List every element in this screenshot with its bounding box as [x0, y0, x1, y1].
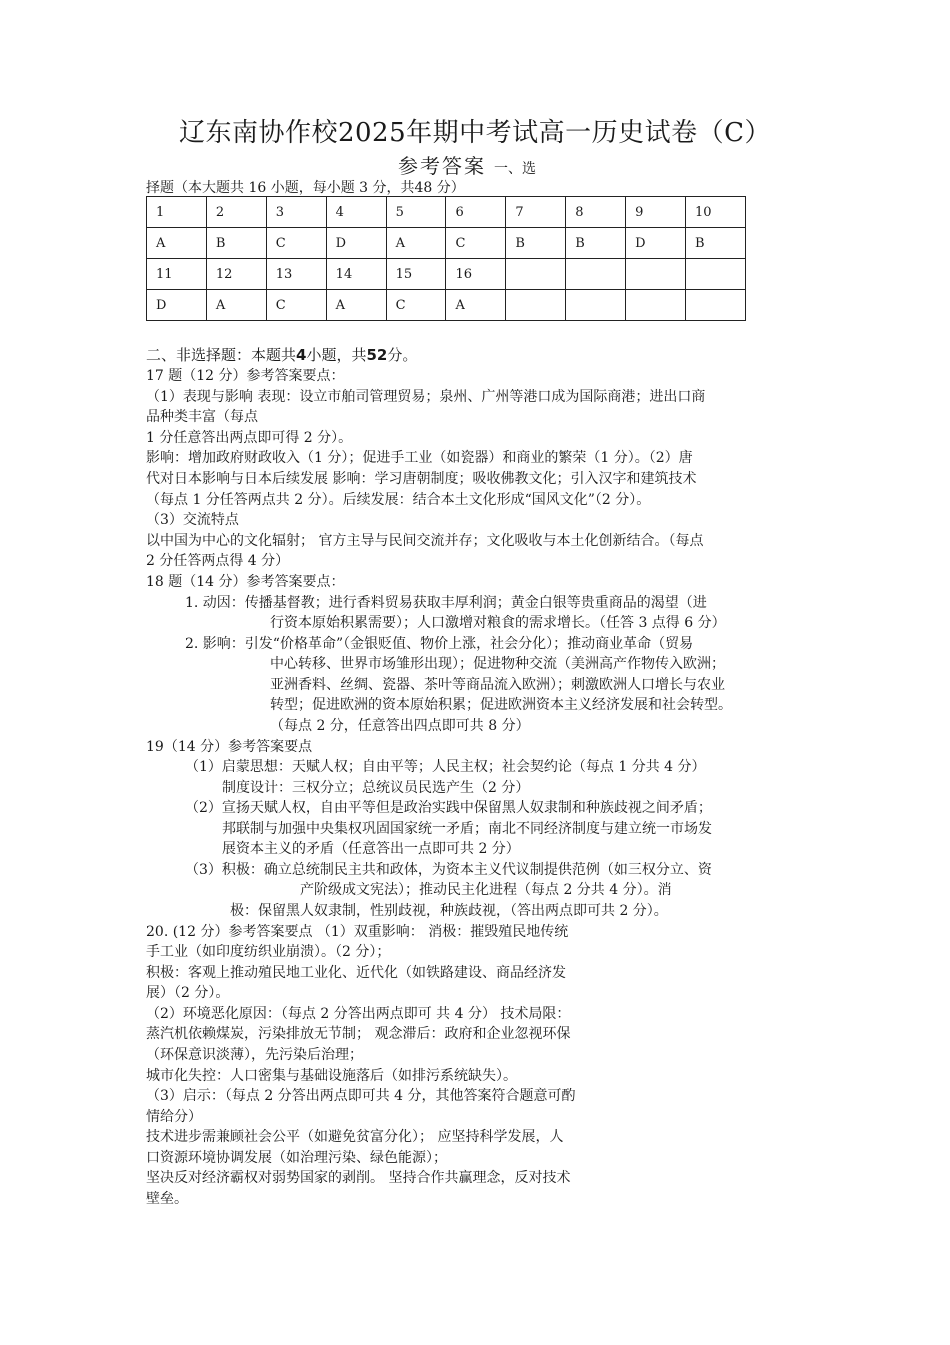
section2-heading: 二、非选择题：本题共4小题，共52分。: [146, 346, 418, 364]
exam-title: 辽东南协作校2025年期中考试高一历史试卷（C）: [178, 118, 772, 148]
answer-cell: A: [147, 228, 207, 259]
answer-cell: [566, 290, 626, 321]
answer-cell: A: [386, 228, 446, 259]
multiple-choice-heading: 择题（本大题共 16 小题，每小题 3 分，共48 分）: [146, 180, 465, 196]
q18-heading: 18 题（14 分）参考答案要点：: [146, 574, 345, 590]
q19-line: 邦联制与加强中央集权巩固国家统一矛盾；南北不同经济制度与建立统一市场发: [222, 821, 712, 837]
q18-line: 2. 影响：引发“价格革命”（金银贬值、物价上涨，社会分化）；推动商业革命（贸易: [185, 636, 694, 652]
q17-line: 2 分任答两点得 4 分）: [146, 553, 290, 569]
question-number-cell: 14: [326, 259, 386, 290]
answer-cell: B: [506, 228, 566, 259]
question-number-cell: 3: [266, 197, 326, 228]
q18-line: 1. 动因：传播基督教；进行香料贸易获取丰厚利润；黄金白银等贵重商品的渴望（进: [185, 595, 707, 611]
question-number-cell: [506, 259, 566, 290]
q20-line: （3）启示：（每点 2 分答出两点即可共 4 分，其他答案符合题意可酌: [146, 1088, 576, 1104]
q18-line: 亚洲香料、丝绸、瓷器、茶叶等商品流入欧洲）；刺激欧洲人口增长与农业: [270, 677, 725, 693]
q20-line: 壁垒。: [146, 1191, 188, 1207]
subtitle: [398, 150, 536, 179]
q17-line: 影响：增加政府财政收入（1 分）；促进手工业（如瓷器）和商业的繁荣（1 分）。（2）唐: [146, 450, 693, 466]
q17-line: 以中国为中心的文化辐射； 官方主导与民间交流并存；文化吸收与本土化创新结合。（每点: [146, 533, 704, 549]
answer-cell: B: [206, 228, 266, 259]
answer-cell: A: [206, 290, 266, 321]
q20-line: 城市化失控：人口密集与基础设施落后（如排污系统缺失）。: [146, 1068, 517, 1084]
question-number-row: [147, 259, 746, 290]
q20-line: 技术进步需兼顾社会公平（如避免贫富分化）； 应坚持科学发展，人: [146, 1129, 564, 1145]
q19-line: （2）宣扬天赋人权，自由平等但是政治实践中保留黑人奴隶制和种族歧视之间矛盾；: [185, 800, 712, 816]
question-number-cell: 4: [326, 197, 386, 228]
q17-line: 品种类丰富（每点: [146, 409, 258, 425]
answer-cell: D: [626, 228, 686, 259]
question-number-cell: 1: [147, 197, 207, 228]
subtitle-answer-key: 参考答案: [398, 154, 486, 178]
question-number-cell: 9: [626, 197, 686, 228]
q20-line: 情给分）: [146, 1109, 202, 1125]
q20-line: 口资源环境协调发展（如治理污染、绿色能源）；: [146, 1150, 447, 1166]
q19-line: （1）启蒙思想：天赋人权；自由平等；人民主权；社会契约论（每点 1 分共 4 分）: [185, 759, 706, 775]
question-number-cell: 16: [446, 259, 506, 290]
question-number-cell: 12: [206, 259, 266, 290]
question-number-cell: 10: [686, 197, 746, 228]
question-number-cell: [686, 259, 746, 290]
q19-line: 展资本主义的矛盾（任意答出一点即可共 2 分）: [222, 841, 520, 857]
answer-cell: C: [266, 290, 326, 321]
q17-line: （3）交流特点: [146, 512, 239, 528]
q19-line: （3）积极：确立总统制民主共和政体，为资本主义代议制提供范例（如三权分立、资: [185, 862, 712, 878]
question-number-cell: [626, 259, 686, 290]
answer-cell: [626, 290, 686, 321]
q19-line: 产阶级成文宪法）；推动民主化进程（每点 2 分共 4 分）。消: [300, 882, 672, 898]
q20-heading: 20. (12 分）参考答案要点 （1）双重影响： 消极：摧毁殖民地传统: [146, 924, 569, 940]
q18-line: 行资本原始积累需要）；人口激增对粮食的需求增长。（任答 3 点得 6 分）: [270, 615, 726, 631]
answer-cell: [506, 290, 566, 321]
q20-line: 手工业（如印度纺织业崩溃）。（2 分）；: [146, 944, 391, 960]
answer-cell: C: [386, 290, 446, 321]
q20-line: 蒸汽机依赖煤炭，污染排放无节制； 观念滞后：政府和企业忽视环保: [146, 1026, 571, 1042]
question-number-cell: 6: [446, 197, 506, 228]
q20-line: 坚决反对经济霸权对弱势国家的剥削。 坚持合作共赢理念，反对技术: [146, 1170, 571, 1186]
q18-line: 中心转移、世界市场雏形出现）；促进物种交流（美洲高产作物传入欧洲；: [270, 656, 725, 672]
answer-cell: D: [326, 228, 386, 259]
answer-cell: B: [686, 228, 746, 259]
answer-cell: C: [446, 228, 506, 259]
answer-row: [147, 290, 746, 321]
answer-cell: [686, 290, 746, 321]
q17-line: 1 分任意答出两点即可得 2 分）。: [146, 430, 353, 446]
question-number-cell: 7: [506, 197, 566, 228]
question-count: 4: [296, 346, 307, 364]
answer-cell: A: [446, 290, 506, 321]
question-number-cell: 15: [386, 259, 446, 290]
question-number-cell: 11: [147, 259, 207, 290]
answer-cell: B: [566, 228, 626, 259]
q17-heading: 17 题（12 分）参考答案要点：: [146, 368, 345, 384]
subtitle-section-start: 一、选: [494, 161, 536, 177]
q17-line: 代对日本影响与日本后续发展 影响：学习唐朝制度；吸收佛教文化；引入汉字和建筑技术: [146, 471, 697, 487]
q18-line: （每点 2 分，任意答出四点即可共 8 分）: [270, 718, 530, 734]
question-number-cell: 13: [266, 259, 326, 290]
total-score: 52: [366, 346, 388, 364]
question-number-cell: [566, 259, 626, 290]
q19-line: 极：保留黑人奴隶制，性别歧视，种族歧视，（答出两点即可共 2 分）。: [230, 903, 668, 919]
q17-line: （1）表现与影响 表现：设立市舶司管理贸易；泉州、广州等港口成为国际商港；进出口商: [146, 389, 706, 405]
q20-line: 积极：客观上推动殖民地工业化、近代化（如铁路建设、商品经济发: [146, 965, 566, 981]
q17-line: （每点 1 分任答两点共 2 分）。后续发展：结合本土文化形成“国风文化”（2 分）。: [146, 492, 651, 508]
answer-cell: D: [147, 290, 207, 321]
q20-line: （环保意识淡薄），先污染后治理；: [146, 1047, 363, 1063]
answer-cell: C: [266, 228, 326, 259]
q18-line: 转型；促进欧洲的资本原始积累；促进欧洲资本主义经济发展和社会转型。: [270, 697, 732, 713]
question-number-cell: 2: [206, 197, 266, 228]
answer-row: [147, 228, 746, 259]
question-number-row: [147, 197, 746, 228]
q20-line: （2）环境恶化原因：（每点 2 分答出两点即可 共 4 分） 技术局限：: [146, 1006, 571, 1022]
q20-line: 展）（2 分）。: [146, 985, 230, 1001]
q19-line: 制度设计：三权分立；总统议员民选产生（2 分）: [222, 780, 530, 796]
answer-table: [146, 196, 746, 321]
answer-cell: A: [326, 290, 386, 321]
question-number-cell: 5: [386, 197, 446, 228]
question-number-cell: 8: [566, 197, 626, 228]
q19-heading: 19（14 分）参考答案要点: [146, 739, 313, 755]
